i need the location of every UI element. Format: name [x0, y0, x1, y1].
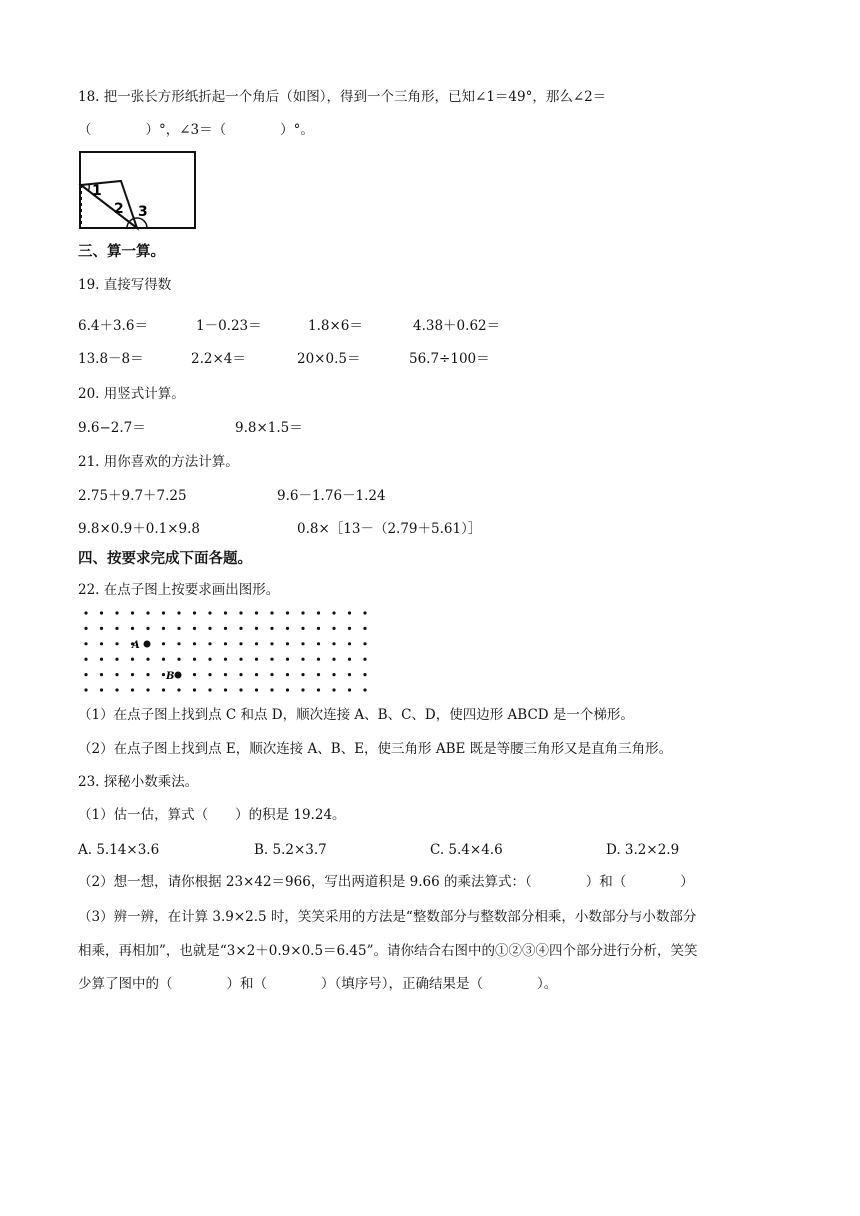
- grid-dot[interactable]: [162, 673, 165, 676]
- q23-part3-line2: 相乘，再相加”，也就是“3×2＋0.9×0.5＝6.45”。请你结合右图中的①②③④四个部分进行分析，笑笑: [78, 943, 698, 959]
- grid-dot[interactable]: [332, 627, 335, 630]
- grid-dot[interactable]: [301, 611, 304, 614]
- grid-dot[interactable]: [270, 642, 273, 645]
- grid-dot[interactable]: [348, 673, 351, 676]
- grid-dot[interactable]: [193, 642, 196, 645]
- grid-dot[interactable]: [208, 658, 211, 661]
- q18-line1: 18. 把一张长方形纸折起一个角后（如图），得到一个三角形，已知∠1＝49°，那么∠2＝: [78, 89, 607, 105]
- grid-dot[interactable]: [255, 673, 258, 676]
- grid-dot[interactable]: [317, 642, 320, 645]
- grid-dot[interactable]: [208, 673, 211, 676]
- q21-item: 2.75＋9.7＋7.25: [78, 488, 187, 504]
- grid-dot[interactable]: [115, 658, 118, 661]
- grid-dot[interactable]: [131, 611, 134, 614]
- q19-item: 13.8－8＝: [78, 351, 144, 367]
- grid-dot[interactable]: [84, 658, 87, 661]
- q20-item: 9.8×1.5＝: [235, 420, 303, 436]
- q23-part1: （1）估一估，算式（ ）的积是 19.24。: [78, 807, 346, 823]
- grid-dot[interactable]: [332, 673, 335, 676]
- grid-dot[interactable]: [115, 611, 118, 614]
- grid-dot[interactable]: [224, 658, 227, 661]
- grid-dot[interactable]: [363, 611, 366, 614]
- grid-dot[interactable]: [162, 642, 165, 645]
- section3-title: 三、算一算。: [78, 244, 165, 260]
- grid-dot[interactable]: [317, 658, 320, 661]
- grid-dot[interactable]: [162, 627, 165, 630]
- grid-dot[interactable]: [239, 611, 242, 614]
- grid-dot[interactable]: [270, 627, 273, 630]
- grid-dot[interactable]: [162, 658, 165, 661]
- grid-dot[interactable]: [286, 627, 289, 630]
- grid-dot[interactable]: [162, 688, 165, 691]
- q19-item: 1－0.23＝: [196, 318, 262, 334]
- grid-dot[interactable]: [270, 688, 273, 691]
- grid-dot[interactable]: [146, 611, 149, 614]
- grid-dot[interactable]: [177, 642, 180, 645]
- grid-dot[interactable]: [100, 642, 103, 645]
- grid-dot[interactable]: [317, 611, 320, 614]
- grid-dot[interactable]: [224, 627, 227, 630]
- grid-dot[interactable]: [177, 658, 180, 661]
- angle1-label: 1: [92, 183, 102, 199]
- grid-dot[interactable]: [208, 627, 211, 630]
- grid-dot[interactable]: [115, 688, 118, 691]
- angle2-label: 2: [114, 201, 124, 217]
- q22-part2: （2）在点子图上找到点 E，顺次连接 A、B、E，使三角形 ABE 既是等腰三角形又是直角三角形。: [78, 741, 673, 757]
- grid-dot[interactable]: [193, 611, 196, 614]
- angle3-label: 3: [138, 204, 148, 220]
- q19-item: 2.2×4＝: [191, 351, 246, 367]
- grid-dot[interactable]: [177, 611, 180, 614]
- q19-item: 6.4＋3.6＝: [78, 318, 148, 334]
- q21-title: 21. 用你喜欢的方法计算。: [78, 454, 239, 470]
- grid-dot[interactable]: [317, 627, 320, 630]
- grid-dot[interactable]: [255, 642, 258, 645]
- grid-dot[interactable]: [270, 673, 273, 676]
- q18-line2: （ ）°，∠3＝（ ）°。: [78, 122, 314, 138]
- point-b-marker: [175, 672, 182, 679]
- q23-option-a: A. 5.14×3.6: [78, 842, 160, 858]
- q23-part2: （2）想一想，请你根据 23×42＝966，写出两道积是 9.66 的乘法算式：（ ）和（ ）: [78, 874, 694, 890]
- grid-dot[interactable]: [255, 658, 258, 661]
- grid-dot[interactable]: [348, 658, 351, 661]
- grid-dot[interactable]: [255, 627, 258, 630]
- grid-dot[interactable]: [177, 688, 180, 691]
- grid-dot[interactable]: [146, 673, 149, 676]
- grid-dot[interactable]: [193, 673, 196, 676]
- grid-dot[interactable]: [100, 627, 103, 630]
- grid-dot[interactable]: [146, 658, 149, 661]
- q22-part1: （1）在点子图上找到点 C 和点 D，顺次连接 A、B、C、D，使四边形 ABCD 是一个梯形。: [78, 707, 634, 723]
- grid-dot[interactable]: [193, 627, 196, 630]
- grid-dot[interactable]: [348, 611, 351, 614]
- q23-part3-line3: 少算了图中的（ ）和（ ）（填序号），正确结果是（ ）。: [78, 976, 558, 992]
- grid-dot[interactable]: [286, 611, 289, 614]
- grid-dot[interactable]: [286, 688, 289, 691]
- q21-item: 9.8×0.9＋0.1×9.8: [78, 521, 201, 537]
- q20-title: 20. 用竖式计算。: [78, 386, 185, 402]
- grid-dot[interactable]: [239, 673, 242, 676]
- grid-dot[interactable]: [332, 688, 335, 691]
- q19-item: 1.8×6＝: [308, 318, 363, 334]
- grid-dot[interactable]: [193, 688, 196, 691]
- grid-dot[interactable]: [162, 611, 165, 614]
- grid-dot[interactable]: [317, 673, 320, 676]
- grid-dot[interactable]: [224, 688, 227, 691]
- grid-dot[interactable]: [363, 642, 366, 645]
- grid-dot[interactable]: [224, 673, 227, 676]
- grid-dot[interactable]: [363, 673, 366, 676]
- q23-option-c: C. 5.4×4.6: [430, 842, 503, 858]
- q22-dot-grid[interactable]: [78, 606, 378, 696]
- q21-item: 0.8×［13－（2.79＋5.61）］: [297, 521, 482, 537]
- grid-dot[interactable]: [224, 642, 227, 645]
- grid-dot[interactable]: [239, 642, 242, 645]
- grid-dot[interactable]: [301, 642, 304, 645]
- angle1-arc: [88, 185, 89, 192]
- grid-dot[interactable]: [193, 658, 196, 661]
- grid-dot[interactable]: [332, 642, 335, 645]
- q23-option-b: B. 5.2×3.7: [254, 842, 327, 858]
- grid-dot[interactable]: [146, 627, 149, 630]
- grid-dot[interactable]: [348, 642, 351, 645]
- point-b-label: B: [166, 671, 175, 682]
- point-a-label: A: [132, 640, 140, 651]
- grid-dot[interactable]: [239, 627, 242, 630]
- q20-item: 9.6−2.7＝: [78, 420, 146, 436]
- point-a-marker: [144, 641, 151, 648]
- grid-dot[interactable]: [100, 611, 103, 614]
- grid-dot[interactable]: [100, 673, 103, 676]
- grid-dot[interactable]: [332, 611, 335, 614]
- grid-dot[interactable]: [317, 688, 320, 691]
- grid-dot[interactable]: [255, 611, 258, 614]
- q19-title: 19. 直接写得数: [78, 277, 172, 293]
- q18-folded-paper-figure: [79, 151, 197, 231]
- section4-title: 四、按要求完成下面各题。: [78, 551, 252, 567]
- grid-dot[interactable]: [301, 627, 304, 630]
- grid-dot[interactable]: [84, 627, 87, 630]
- grid-dot[interactable]: [224, 611, 227, 614]
- grid-dot[interactable]: [208, 688, 211, 691]
- grid-dot[interactable]: [177, 627, 180, 630]
- grid-dot[interactable]: [100, 688, 103, 691]
- grid-dot[interactable]: [301, 673, 304, 676]
- grid-dot[interactable]: [270, 611, 273, 614]
- grid-dot[interactable]: [84, 611, 87, 614]
- grid-dot[interactable]: [115, 627, 118, 630]
- grid-dot[interactable]: [239, 688, 242, 691]
- grid-dot[interactable]: [239, 658, 242, 661]
- grid-dot[interactable]: [270, 658, 273, 661]
- grid-dot[interactable]: [301, 658, 304, 661]
- grid-dot[interactable]: [146, 688, 149, 691]
- q23-option-d: D. 3.2×2.9: [606, 842, 680, 858]
- grid-dot[interactable]: [363, 658, 366, 661]
- grid-dot[interactable]: [255, 688, 258, 691]
- grid-dot[interactable]: [115, 642, 118, 645]
- q19-item: 20×0.5＝: [297, 351, 361, 367]
- q19-item: 4.38＋0.62＝: [413, 318, 501, 334]
- grid-dot[interactable]: [115, 673, 118, 676]
- grid-dot[interactable]: [84, 642, 87, 645]
- grid-dot[interactable]: [363, 688, 366, 691]
- grid-dot[interactable]: [286, 658, 289, 661]
- grid-dot[interactable]: [208, 642, 211, 645]
- grid-dot[interactable]: [84, 673, 87, 676]
- q23-title: 23. 探秘小数乘法。: [78, 774, 199, 790]
- grid-dot[interactable]: [131, 688, 134, 691]
- q21-item: 9.6－1.76－1.24: [277, 488, 386, 504]
- grid-dot[interactable]: [286, 642, 289, 645]
- q19-item: 56.7÷100＝: [409, 351, 490, 367]
- grid-dot[interactable]: [208, 611, 211, 614]
- grid-dot[interactable]: [348, 627, 351, 630]
- grid-dot[interactable]: [131, 673, 134, 676]
- grid-dot[interactable]: [332, 658, 335, 661]
- grid-dot[interactable]: [348, 688, 351, 691]
- grid-dot[interactable]: [286, 673, 289, 676]
- grid-dot[interactable]: [131, 627, 134, 630]
- grid-dot[interactable]: [301, 688, 304, 691]
- q23-part3-line1: （3）辨一辨，在计算 3.9×2.5 时，笑笑采用的方法是“整数部分与整数部分相乘，小数部分与小数部分: [78, 909, 697, 925]
- q22-title: 22. 在点子图上按要求画出图形。: [78, 582, 280, 598]
- grid-dot[interactable]: [100, 658, 103, 661]
- grid-dot[interactable]: [363, 627, 366, 630]
- grid-dot[interactable]: [131, 658, 134, 661]
- grid-dot[interactable]: [84, 688, 87, 691]
